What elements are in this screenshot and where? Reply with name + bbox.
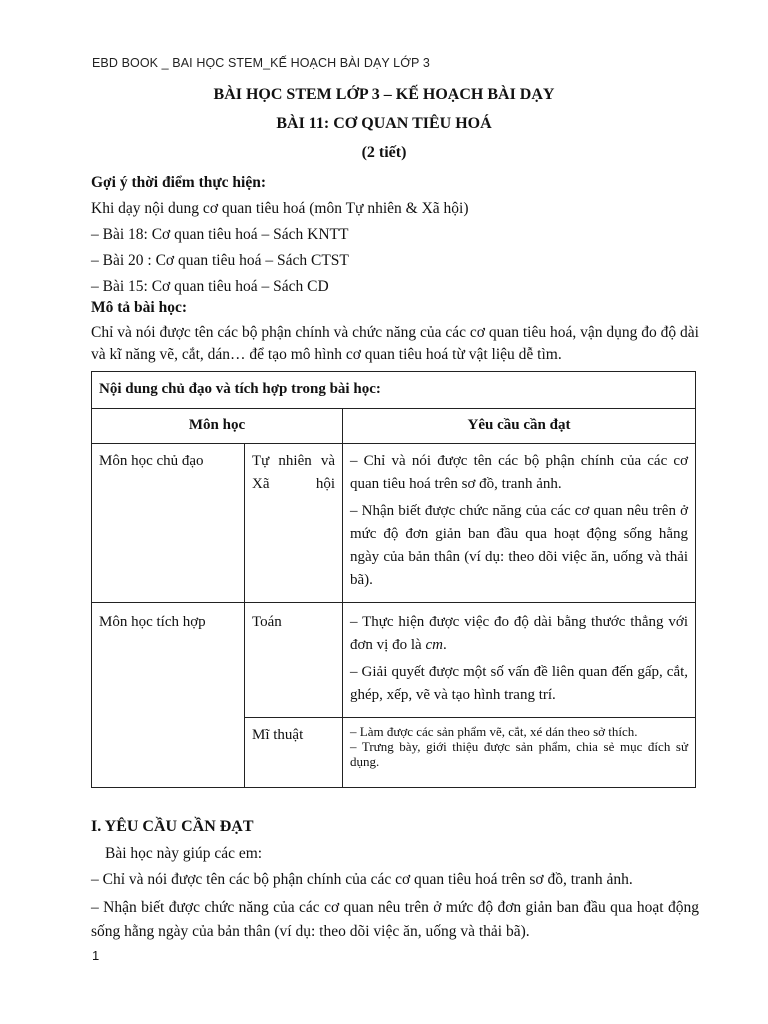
timing-item: – Bài 18: Cơ quan tiêu hoá – Sách KNTT bbox=[91, 226, 349, 243]
requirement-item: – Trưng bày, giới thiệu được sản phẩm, chia sẻ mục đích sử dụng. bbox=[350, 739, 689, 769]
running-header: EBD BOOK _ BAI HỌC STEM_KẾ HOẠCH BÀI DẠY LỚP 3 bbox=[92, 56, 430, 70]
description-heading: Mô tả bài học: bbox=[91, 299, 188, 316]
row-group: Môn học chủ đạo bbox=[92, 444, 245, 603]
timing-section bbox=[91, 171, 699, 299]
row-subject: Tự nhiên và Xã hội bbox=[245, 444, 343, 603]
row-subject: Toán bbox=[245, 603, 343, 718]
description-section bbox=[91, 296, 699, 366]
section1-item: – Chỉ và nói được tên các bộ phận chính của các cơ quan tiêu hoá trên sơ đồ, tranh ảnh. bbox=[91, 871, 633, 888]
description-text: Chỉ và nói được tên các bộ phận chính và chức năng của các cơ quan tiêu hoá, vận dụng đo độ dài và kĩ năng vẽ, cắt, dán… để tạo mô hình cơ quan tiêu hoá từ vật liệu dễ tìm. bbox=[91, 324, 699, 363]
row-requirements bbox=[343, 444, 696, 603]
requirement-item: – Làm được các sản phẩm vẽ, cắt, xé dán theo sở thích. bbox=[350, 724, 638, 739]
requirement-item: – Giải quyết được một số vấn đề liên quan đến gấp, cắt, ghép, xếp, vẽ và tạo hình trang trí. bbox=[350, 664, 689, 703]
row-subject: Mĩ thuật bbox=[245, 718, 343, 788]
row-requirements bbox=[343, 718, 696, 788]
page-number: 1 bbox=[92, 948, 100, 963]
content-table bbox=[91, 371, 696, 788]
timing-heading: Gợi ý thời điểm thực hiện: bbox=[91, 174, 267, 191]
lesson-duration: (2 tiết) bbox=[361, 144, 407, 161]
section1-body bbox=[91, 842, 699, 944]
table-title: Nội dung chủ đạo và tích hợp trong bài học: bbox=[92, 372, 696, 409]
timing-intro: Khi dạy nội dung cơ quan tiêu hoá (môn Tự nhiên & Xã hội) bbox=[91, 200, 469, 217]
section1-item: – Nhận biết được chức năng của các cơ quan nêu trên ở mức độ đơn giản ban đầu qua hoạt động sống hằng ngày của bản thân (ví dụ: theo dõi việc ăn, uống và thải bã). bbox=[91, 899, 699, 940]
document-title: BÀI HỌC STEM LỚP 3 – KẾ HOẠCH BÀI DẠY bbox=[213, 86, 555, 103]
timing-item: – Bài 15: Cơ quan tiêu hoá – Sách CD bbox=[91, 278, 329, 295]
table-title-row bbox=[92, 372, 696, 409]
section-heading: I. YÊU CẦU CẦN ĐẠT bbox=[91, 818, 254, 835]
requirement-item: – Nhận biết được chức năng của các cơ quan nêu trên ở mức độ đơn giản ban đầu qua hoạt động sống hằng ngày của bản thân (ví dụ: theo dõi việc ăn, uống và thải bã). bbox=[350, 503, 689, 588]
column-header-subject: Môn học bbox=[92, 409, 343, 444]
row-group: Môn học tích hợp bbox=[92, 603, 245, 788]
requirement-item: – Chỉ và nói được tên các bộ phận chính của các cơ quan tiêu hoá trên sơ đồ, tranh ảnh. bbox=[350, 453, 689, 492]
table-row bbox=[92, 603, 696, 718]
column-header-requirement: Yêu cầu cần đạt bbox=[343, 409, 696, 444]
section1-intro: Bài học này giúp các em: bbox=[105, 845, 263, 862]
table-row bbox=[92, 444, 696, 603]
requirement-item: – Thực hiện được việc đo độ dài bằng thước thẳng với đơn vị đo là cm. bbox=[350, 614, 689, 653]
table-header-row bbox=[92, 409, 696, 444]
row-requirements bbox=[343, 603, 696, 718]
lesson-title: BÀI 11: CƠ QUAN TIÊU HOÁ bbox=[276, 115, 492, 132]
timing-item: – Bài 20 : Cơ quan tiêu hoá – Sách CTST bbox=[91, 252, 349, 269]
